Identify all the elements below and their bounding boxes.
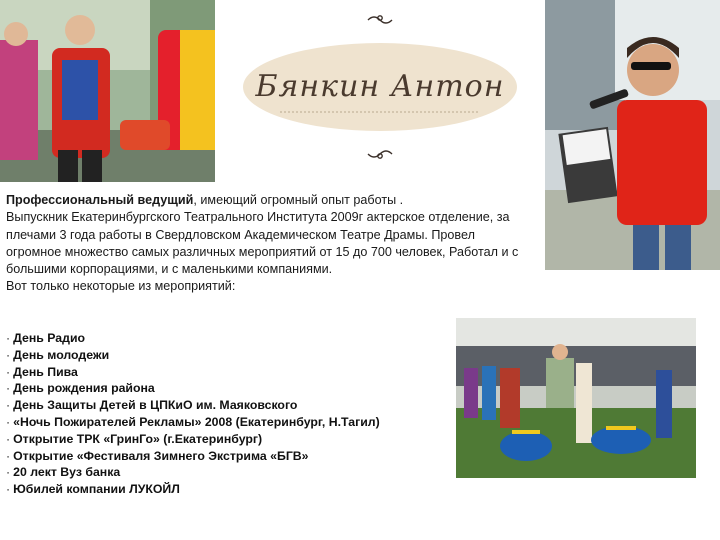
event-label: Открытие «Фестиваля Зимнего Экстрима «БГВ»	[13, 448, 309, 463]
photo-outdoor-event	[0, 0, 215, 182]
list-item	[6, 330, 456, 347]
list-item	[6, 431, 456, 448]
bullet: ·	[6, 398, 11, 413]
intro-bio: Выпускник Екатеринбургского Театрального Института 2009г актерское отделение, за плечами 3 года работы в Свердловском Академическом Театре Драмы. Провел огромное множество самых различных мероприятий от 15 до 700 человек, Работал и с большими корпорациями, и с маленькими компаниями.	[6, 210, 519, 277]
photo-host-portrait	[545, 0, 720, 270]
list-item	[6, 364, 456, 381]
intro-events-heading: Вот только некоторые из мероприятий:	[6, 279, 236, 294]
logo-title: Бянкин Антон	[255, 69, 505, 104]
intro-lead-rest: , имеющий огромный опыт работы .	[193, 193, 404, 207]
bullet: ·	[6, 331, 11, 345]
bullet: ·	[6, 482, 11, 497]
event-label: День Защиты Детей в ЦПКиО им. Маяковского	[13, 398, 298, 413]
list-item	[6, 464, 456, 481]
bullet: ·	[6, 381, 11, 396]
event-label: 20 лект Вуз банка	[13, 465, 121, 480]
bullet: ·	[6, 364, 11, 379]
intro-text	[6, 192, 526, 296]
logo	[240, 12, 520, 162]
events-list	[6, 330, 456, 498]
intro-bold-lead: Профессиональный ведущий	[6, 193, 194, 207]
bullet: ·	[6, 465, 11, 480]
event-label: Юбилей компании ЛУКОЙЛ	[13, 482, 180, 497]
bullet: ·	[6, 448, 11, 463]
list-item	[6, 347, 456, 364]
event-label: День молодежи	[13, 347, 110, 362]
event-label: День рождения района	[13, 381, 155, 396]
list-item	[6, 414, 456, 431]
list-item	[6, 481, 456, 498]
event-label: Открытие ТРК «ГринГо» (г.Екатеринбург)	[13, 431, 263, 446]
list-item	[6, 380, 456, 397]
bullet: ·	[6, 347, 11, 362]
photo-field-games	[456, 318, 696, 478]
event-label: День Радио	[13, 331, 86, 345]
bullet: ·	[6, 431, 11, 446]
event-label: День Пива	[13, 364, 78, 379]
bullet: ·	[6, 414, 11, 429]
event-label: «Ночь Пожирателей Рекламы» 2008 (Екатеринбург, Н.Тагил)	[13, 414, 380, 429]
list-item	[6, 448, 456, 465]
list-item	[6, 397, 456, 414]
intro-lead	[6, 192, 526, 209]
